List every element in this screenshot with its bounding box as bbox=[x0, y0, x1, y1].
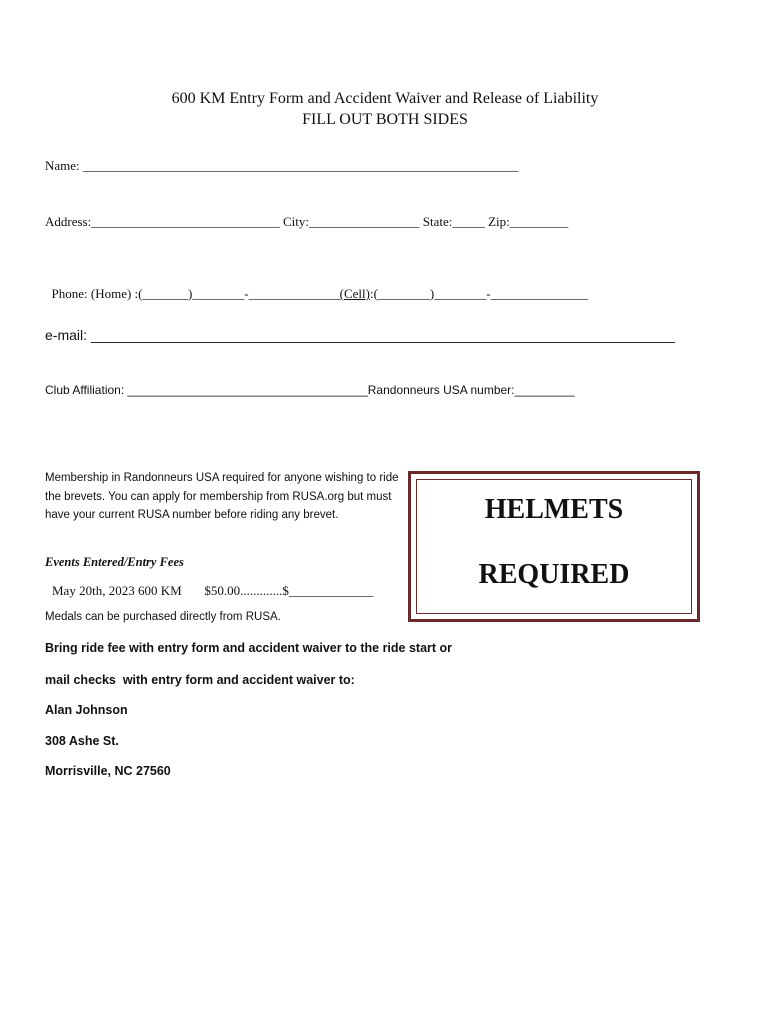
instructions-line-2: mail checks with entry form and accident waiver to: bbox=[45, 673, 355, 687]
medals-note: Medals can be purchased directly from RUSA. bbox=[45, 611, 281, 623]
mailing-city: Morrisville, NC 27560 bbox=[45, 764, 171, 778]
helmets-required-notice bbox=[408, 471, 700, 622]
events-heading: Events Entered/Entry Fees bbox=[45, 555, 184, 569]
phone-cell-blank: :(________)________-_______________ bbox=[369, 286, 589, 301]
mailing-street: 308 Ashe St. bbox=[45, 734, 119, 748]
club-affiliation-field[interactable]: Club Affiliation: ____________________________________Randonneurs USA number:_________ bbox=[45, 383, 575, 397]
email-field[interactable]: e-mail: ___________________________________________________________________________ bbox=[45, 327, 675, 343]
address-field[interactable]: Address:_____________________________ City:_________________ State:_____ Zip:_________ bbox=[45, 214, 569, 229]
instructions-line-1: Bring ride fee with entry form and accident waiver to the ride start or bbox=[45, 641, 453, 655]
phone-home-label: Phone: (Home) :(_______)________-______________ bbox=[51, 286, 340, 301]
event-entry-fee[interactable]: May 20th, 2023 600 KM $50.00.............$_____________ bbox=[52, 583, 374, 598]
phone-field[interactable] bbox=[45, 270, 588, 302]
page-subtitle: FILL OUT BOTH SIDES bbox=[302, 111, 468, 128]
page-title: 600 KM Entry Form and Accident Waiver and Release of Liability bbox=[171, 90, 599, 107]
notice-line-helmets: HELMETS bbox=[484, 494, 624, 525]
mailing-name: Alan Johnson bbox=[45, 703, 128, 717]
name-field[interactable]: Name: ___________________________________________________________________ bbox=[45, 158, 519, 173]
phone-cell-label: (Cell) bbox=[339, 286, 370, 301]
membership-note: Membership in Randonneurs USA required for anyone wishing to ride the brevets. You can apply for membership from RUSA.org but must have your current RUSA number before riding any brevet. bbox=[45, 472, 399, 521]
notice-line-required: REQUIRED bbox=[478, 559, 630, 590]
